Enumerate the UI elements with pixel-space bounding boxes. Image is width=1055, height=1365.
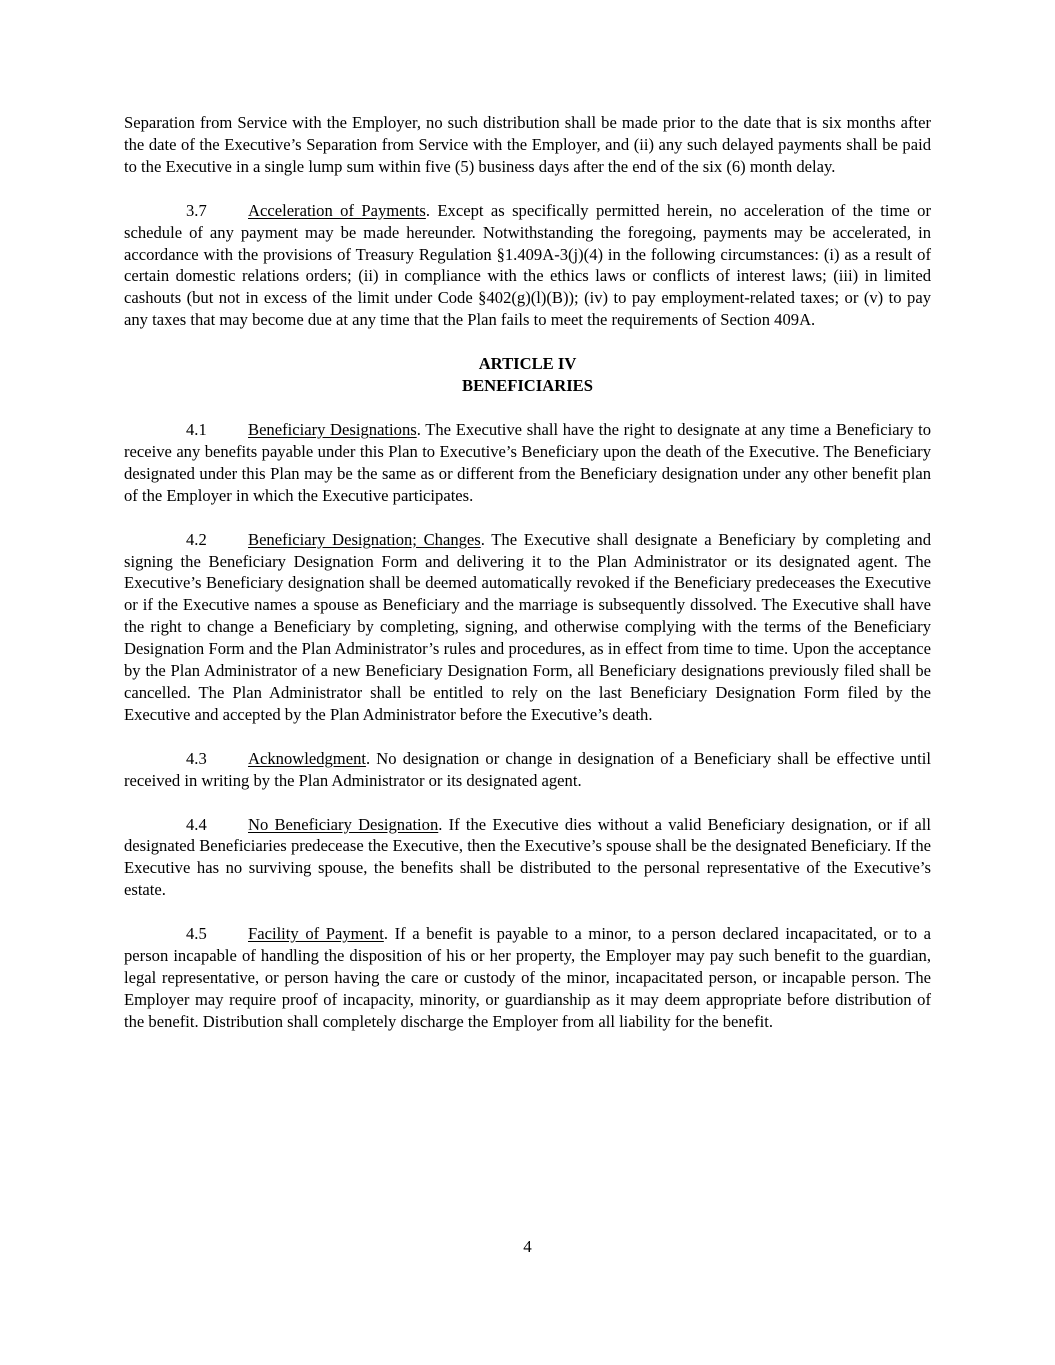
section-4-5 <box>124 923 931 1033</box>
section-4-1 <box>124 419 931 507</box>
section-title: Beneficiary Designations <box>248 419 417 439</box>
section-number: 4.2 <box>186 529 207 549</box>
section-title: No Beneficiary Designation <box>248 814 439 834</box>
page-content <box>124 112 931 1055</box>
section-number: 4.1 <box>186 419 207 439</box>
article-heading <box>124 353 931 397</box>
section-body: . Except as specifically permitted herein, no acceleration of the time or schedule of any payment may be made hereunder. Notwithstanding the foregoing, payments may be accelerated, in accordance with the provisions of Treasury Regulation §1.409A-3(j)(4) in the following circumstances: (i) as a result of certain domestic relations orders; (ii) in compliance with the ethics laws or conflicts of interest laws; (iii) in limited cashouts (but not in excess of the limit under Code §402(g)(l)(B)); (iv) to pay employment-related taxes; or (v) to pay any taxes that may become due at any time that the Plan fails to meet the requirements of Section 409A. <box>124 200 931 330</box>
section-4-3 <box>124 748 931 792</box>
section-body: . The Executive shall have the right to designate at any time a Beneficiary to receive any benefits payable under this Plan to Executive’s Beneficiary upon the death of the Executive. The Beneficiary designated under this Plan may be the same as or different from the Beneficiary designation under any other benefit plan of the Employer in which the Executive participates. <box>124 419 931 505</box>
section-title: Acknowledgment <box>248 748 366 768</box>
page-number: 4 <box>523 1237 532 1256</box>
section-4-4 <box>124 814 931 902</box>
section-title: Beneficiary Designation; Changes <box>248 529 481 549</box>
section-3-7 <box>124 200 931 331</box>
section-number: 4.4 <box>186 814 207 834</box>
section-number: 4.5 <box>186 924 207 944</box>
section-title: Facility of Payment <box>248 924 384 944</box>
section-title: Acceleration of Payments <box>248 200 426 220</box>
article-label: ARTICLE IV <box>478 354 577 374</box>
intro-paragraph: Separation from Service with the Employer, no such distribution shall be made prior to the date that is six months after the date of the Executive’s Separation from Service with the Employer, and (ii) any such delayed payments shall be paid to the Executive in a single lump sum within five (5) business days after the end of the six (6) month delay. <box>124 113 931 176</box>
section-number: 3.7 <box>186 200 207 220</box>
section-body: . If the Executive dies without a valid Beneficiary designation, or if all designated Beneficiaries predecease the Executive, then the Executive’s spouse shall be the designated Beneficiary. If the Executive has no surviving spouse, the benefits shall be distributed to the personal representative of the Executive’s estate. <box>124 814 931 900</box>
section-body: . The Executive shall designate a Beneficiary by completing and signing the Beneficiary Designation Form and delivering it to the Plan Administrator or its designated agent. The Executive’s Beneficiary designation shall be deemed automatically revoked if the Beneficiary predeceases the Executive or if the Executive names a spouse as Beneficiary and the marriage is subsequently dissolved. The Executive shall have the right to change a Beneficiary by completing, signing, and otherwise complying with the terms of the Beneficiary Designation Form and the Plan Administrator’s rules and procedures, as in effect from time to time. Upon the acceptance by the Plan Administrator of a new Beneficiary Designation Form, all Beneficiary designations previously filed shall be cancelled. The Plan Administrator shall be entitled to rely on the last Beneficiary Designation Form filed by the Executive and accepted by the Plan Administrator before the Executive’s death. <box>124 529 931 724</box>
section-4-2 <box>124 529 931 726</box>
section-body: . No designation or change in designation of a Beneficiary shall be effective until received in writing by the Plan Administrator or its designated agent. <box>124 748 931 790</box>
section-number: 4.3 <box>186 748 207 768</box>
section-body: . If a benefit is payable to a minor, to a person declared incapacitated, or to a person incapable of handling the disposition of his or her property, the Employer may pay such benefit to the guardian, legal representative, or person having the care or custody of the minor, incapacitated person, or incapable person. The Employer may require proof of incapacity, minority, or guardianship as it may deem appropriate before distribution of the benefit. Distribution shall completely discharge the Employer from all liability for the benefit. <box>124 924 931 1031</box>
article-title: BENEFICIARIES <box>462 376 593 396</box>
